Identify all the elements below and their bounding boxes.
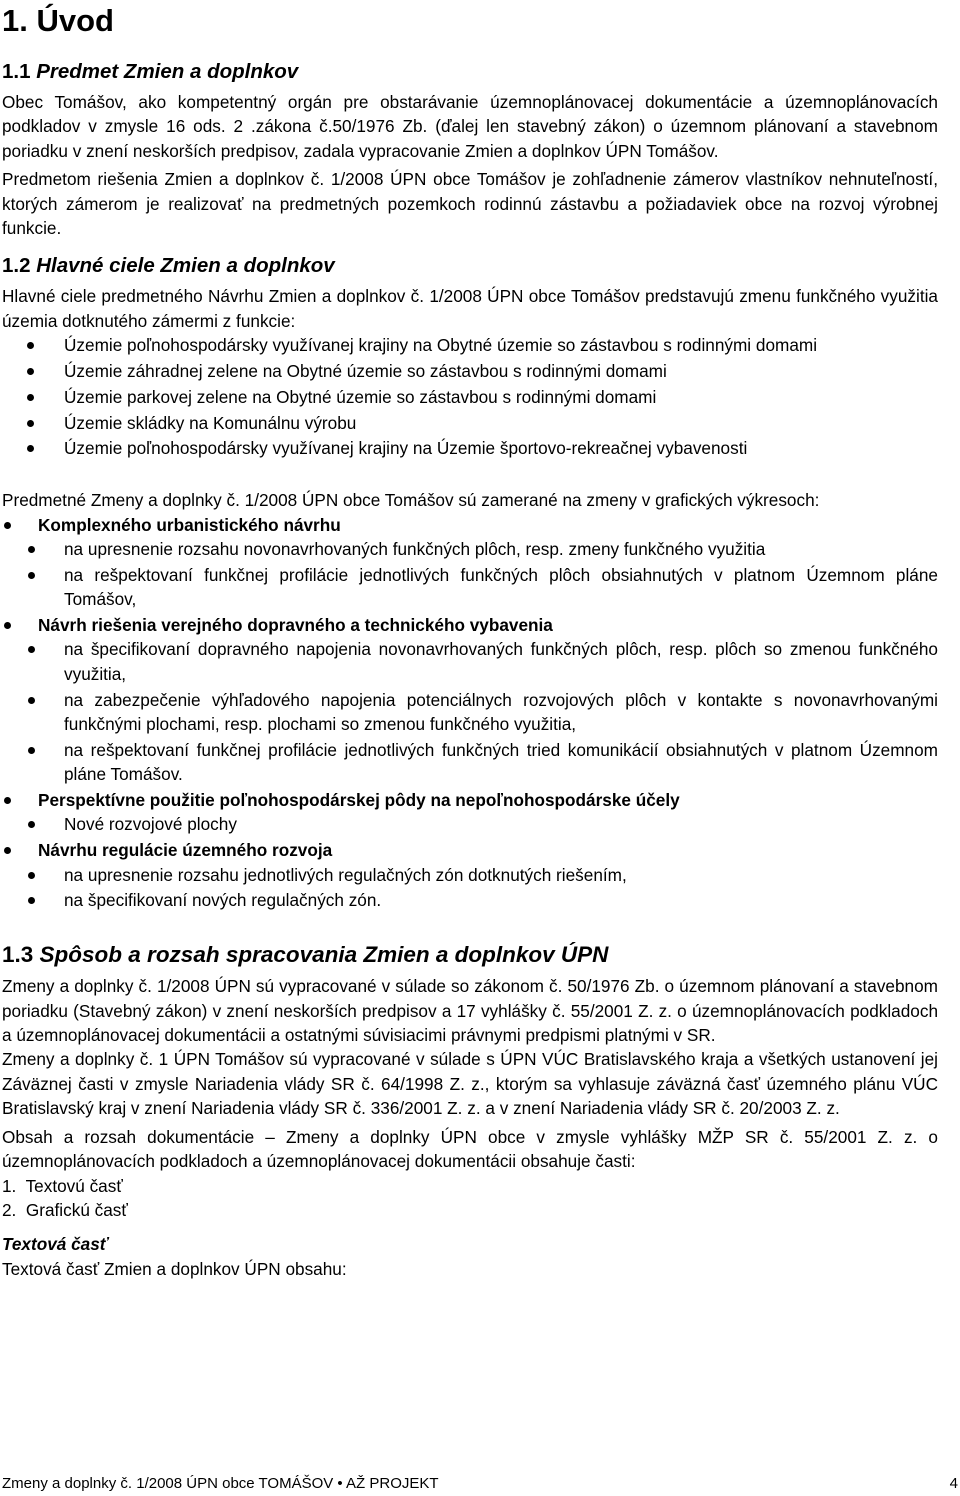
chapter-heading: 1. Úvod <box>2 3 114 38</box>
list-item <box>2 613 938 787</box>
list-item <box>2 385 938 409</box>
list-item-text: na špecifikovaní nových regulačných zón. <box>64 890 382 911</box>
bullet-icon <box>4 522 11 529</box>
paragraph: Predmetné Zmeny a doplnky č. 1/2008 ÚPN obce Tomášov sú zamerané na zmeny v grafických výkresoch: <box>2 490 820 511</box>
list-item <box>2 838 938 913</box>
bullet-icon <box>28 897 35 904</box>
list-item <box>2 333 938 357</box>
subheading: Textová časť <box>2 1234 109 1255</box>
paragraph: Predmetom riešenia Zmien a doplnkov č. 1/2008 ÚPN obce Tomášov je zohľadnenie zámerov vlastníkov nehnuteľností, ktorých zámerom je realizovať na predmetných pozemkoch rodinnú zástavbu a požiadaviek obce na rozvoj výrobnej funkcie. <box>2 169 938 239</box>
list-item <box>2 788 938 837</box>
bullet-icon <box>28 872 35 879</box>
list-item <box>2 888 938 912</box>
bullet-icon <box>27 342 34 349</box>
list-item <box>2 688 938 737</box>
section-number: 1.2 <box>2 254 31 278</box>
sub-bullet-list <box>2 863 938 913</box>
section-title: Spôsob a rozsah spracovania Zmien a doplnkov ÚPN <box>39 942 609 968</box>
sub-bullet-list <box>2 637 938 786</box>
bullet-icon <box>28 546 35 553</box>
list-item-text: na upresnenie rozsahu novonavrhovaných funkčných plôch, resp. zmeny funkčného využitia <box>64 539 766 560</box>
bullet-icon <box>28 697 35 704</box>
list-item <box>2 738 938 787</box>
section-heading-1-2 <box>2 252 938 284</box>
sub-bullet-list <box>2 812 938 836</box>
paragraph: Obec Tomášov, ako kompetentný orgán pre obstarávanie územnoplánovacej dokumentácie a územnoplánovacích podkladov v zmysle 16 ods. 2 .zákona č.50/1976 Zb. (ďalej len stavebný zákon) o územnom plánovaní a stavebnom poriadku v znení neskorších predpisov, zadala vypracovanie Zmien a doplnkov ÚPN Tomášov. <box>2 92 938 161</box>
list-item-text: na špecifikovaní dopravného napojenia novonavrhovaných funkčných plôch, resp. plôch so zmenou funkčného využitia, <box>64 639 938 684</box>
list-item <box>2 863 938 887</box>
section-heading-1-3 <box>2 940 938 974</box>
bullet-list <box>2 333 938 461</box>
list-item-text: Komplexného urbanistického návrhu <box>38 514 341 535</box>
bullet-icon <box>28 572 35 579</box>
list-item <box>2 436 938 460</box>
list-item-text: Návrhu regulácie územného rozvoja <box>38 840 333 861</box>
list-item <box>2 637 938 686</box>
bullet-list <box>2 513 938 913</box>
bullet-icon <box>27 420 34 427</box>
list-item-text: Územie parkovej zelene na Obytné územie so zástavbou s rodinnými domami <box>64 386 657 407</box>
section-number: 1.1 <box>2 60 31 83</box>
paragraph: Zmeny a doplnky č. 1/2008 ÚPN sú vypracované v súlade so zákonom č. 50/1976 Zb. o územnom plánovaní a stavebnom poriadku (Stavebný zákon) v znení neskorších predpisov a 17 vyhlášky č. 55/2001 Z. z. o územnoplánovacích podkladoch a územnoplánovacej dokumentácii a ostatnými súvisiacimi právnymi predpismi platnými v SR. <box>2 976 938 1046</box>
numbered-item: 2. Grafickú časť <box>2 1199 128 1220</box>
list-item-text: Perspektívne použitie poľnohospodárskej pôdy na nepoľnohospodárske účely <box>38 790 680 811</box>
list-item-text: Územie záhradnej zelene na Obytné územie so zástavbou s rodinnými domami <box>64 361 667 382</box>
list-item <box>2 411 938 435</box>
sub-bullet-list <box>2 537 938 612</box>
paragraph: Zmeny a doplnky č. 1 ÚPN Tomášov sú vypracované v súlade s ÚPN VÚC Bratislavského kraja a všetkých ustanovení jej Záväznej časti v zmysle Nariadenia vlády SR č. 64/1998 Z. z., ktorým sa vyhlasuje záväzná časť územného plánu VÚC Bratislavský kraj v znení Nariadenia vlády SR č. 336/2001 Z. z. a v znení Nariadenia vlády SR č. 20/2003 Z. z. <box>2 1049 938 1119</box>
list-item-text: Územie poľnohospodársky využívanej krajiny na Územie športovo-rekreačnej vybavenosti <box>64 438 748 459</box>
page-content <box>2 0 938 1281</box>
list-item <box>2 359 938 383</box>
section-number: 1.3 <box>2 942 34 968</box>
list-item-text: na rešpektovaní funkčnej profilácie jednotlivých funkčných tried komunikácií obsiahnutých v platnom Územnom pláne Tomášov. <box>64 739 938 785</box>
paragraph: Obsah a rozsah dokumentácie – Zmeny a doplnky ÚPN obce v zmysle vyhlášky MŽP SR č. 55/2001 Z. z. o územnoplánovacích podkladoch a územnoplánovacej dokumentácii obsahuje časti: <box>2 1126 938 1172</box>
bullet-icon <box>27 394 34 401</box>
paragraph: Hlavné ciele predmetného Návrhu Zmien a doplnkov č. 1/2008 ÚPN obce Tomášov predstavujú zmenu funkčného využitia územia dotknutého zámermi z funkcie: <box>2 286 938 331</box>
bullet-icon <box>28 821 35 828</box>
list-item-text: na zabezpečenie výhľadového napojenia potenciálnych rozvojových plôch v kontakte s novonavrhovanými funkčnými plochami, resp. plochami so zmenou funkčného využitia, <box>64 689 938 735</box>
section-title: Hlavné ciele Zmien a doplnkov <box>36 254 335 278</box>
page-footer <box>2 1474 958 1494</box>
paragraph: Textová časť Zmien a doplnkov ÚPN obsahu: <box>2 1258 347 1279</box>
list-item-text: na rešpektovaní funkčnej profilácie jednotlivých funkčných plôch obsiahnutých v platnom Územnom pláne Tomášov, <box>64 564 938 610</box>
section-heading-1-1 <box>2 58 938 90</box>
list-item <box>2 563 938 612</box>
list-item-text: Nové rozvojové plochy <box>64 814 237 835</box>
list-item-text: Návrh riešenia verejného dopravného a technického vybavenia <box>38 615 553 636</box>
bullet-icon <box>28 747 35 754</box>
bullet-icon <box>28 646 35 653</box>
page-number: 4 <box>949 1475 958 1492</box>
list-item <box>2 513 938 612</box>
numbered-item: 1. Textovú časť <box>2 1175 123 1196</box>
bullet-icon <box>4 622 11 629</box>
list-item <box>2 812 938 836</box>
list-item-text: na upresnenie rozsahu jednotlivých regulačných zón dotknutých riešením, <box>64 864 627 885</box>
footer-text: Zmeny a doplnky č. 1/2008 ÚPN obce TOMÁŠOV • AŽ PROJEKT <box>2 1475 439 1492</box>
bullet-icon <box>27 368 34 375</box>
list-item-text: Územie skládky na Komunálnu výrobu <box>64 412 357 433</box>
list-item-text: Územie poľnohospodársky využívanej krajiny na Obytné územie so zástavbou s rodinnými domami <box>64 335 818 356</box>
list-item <box>2 537 938 561</box>
bullet-icon <box>4 847 11 854</box>
section-title: Predmet Zmien a doplnkov <box>36 60 299 83</box>
bullet-icon <box>27 445 34 452</box>
bullet-icon <box>4 797 11 804</box>
